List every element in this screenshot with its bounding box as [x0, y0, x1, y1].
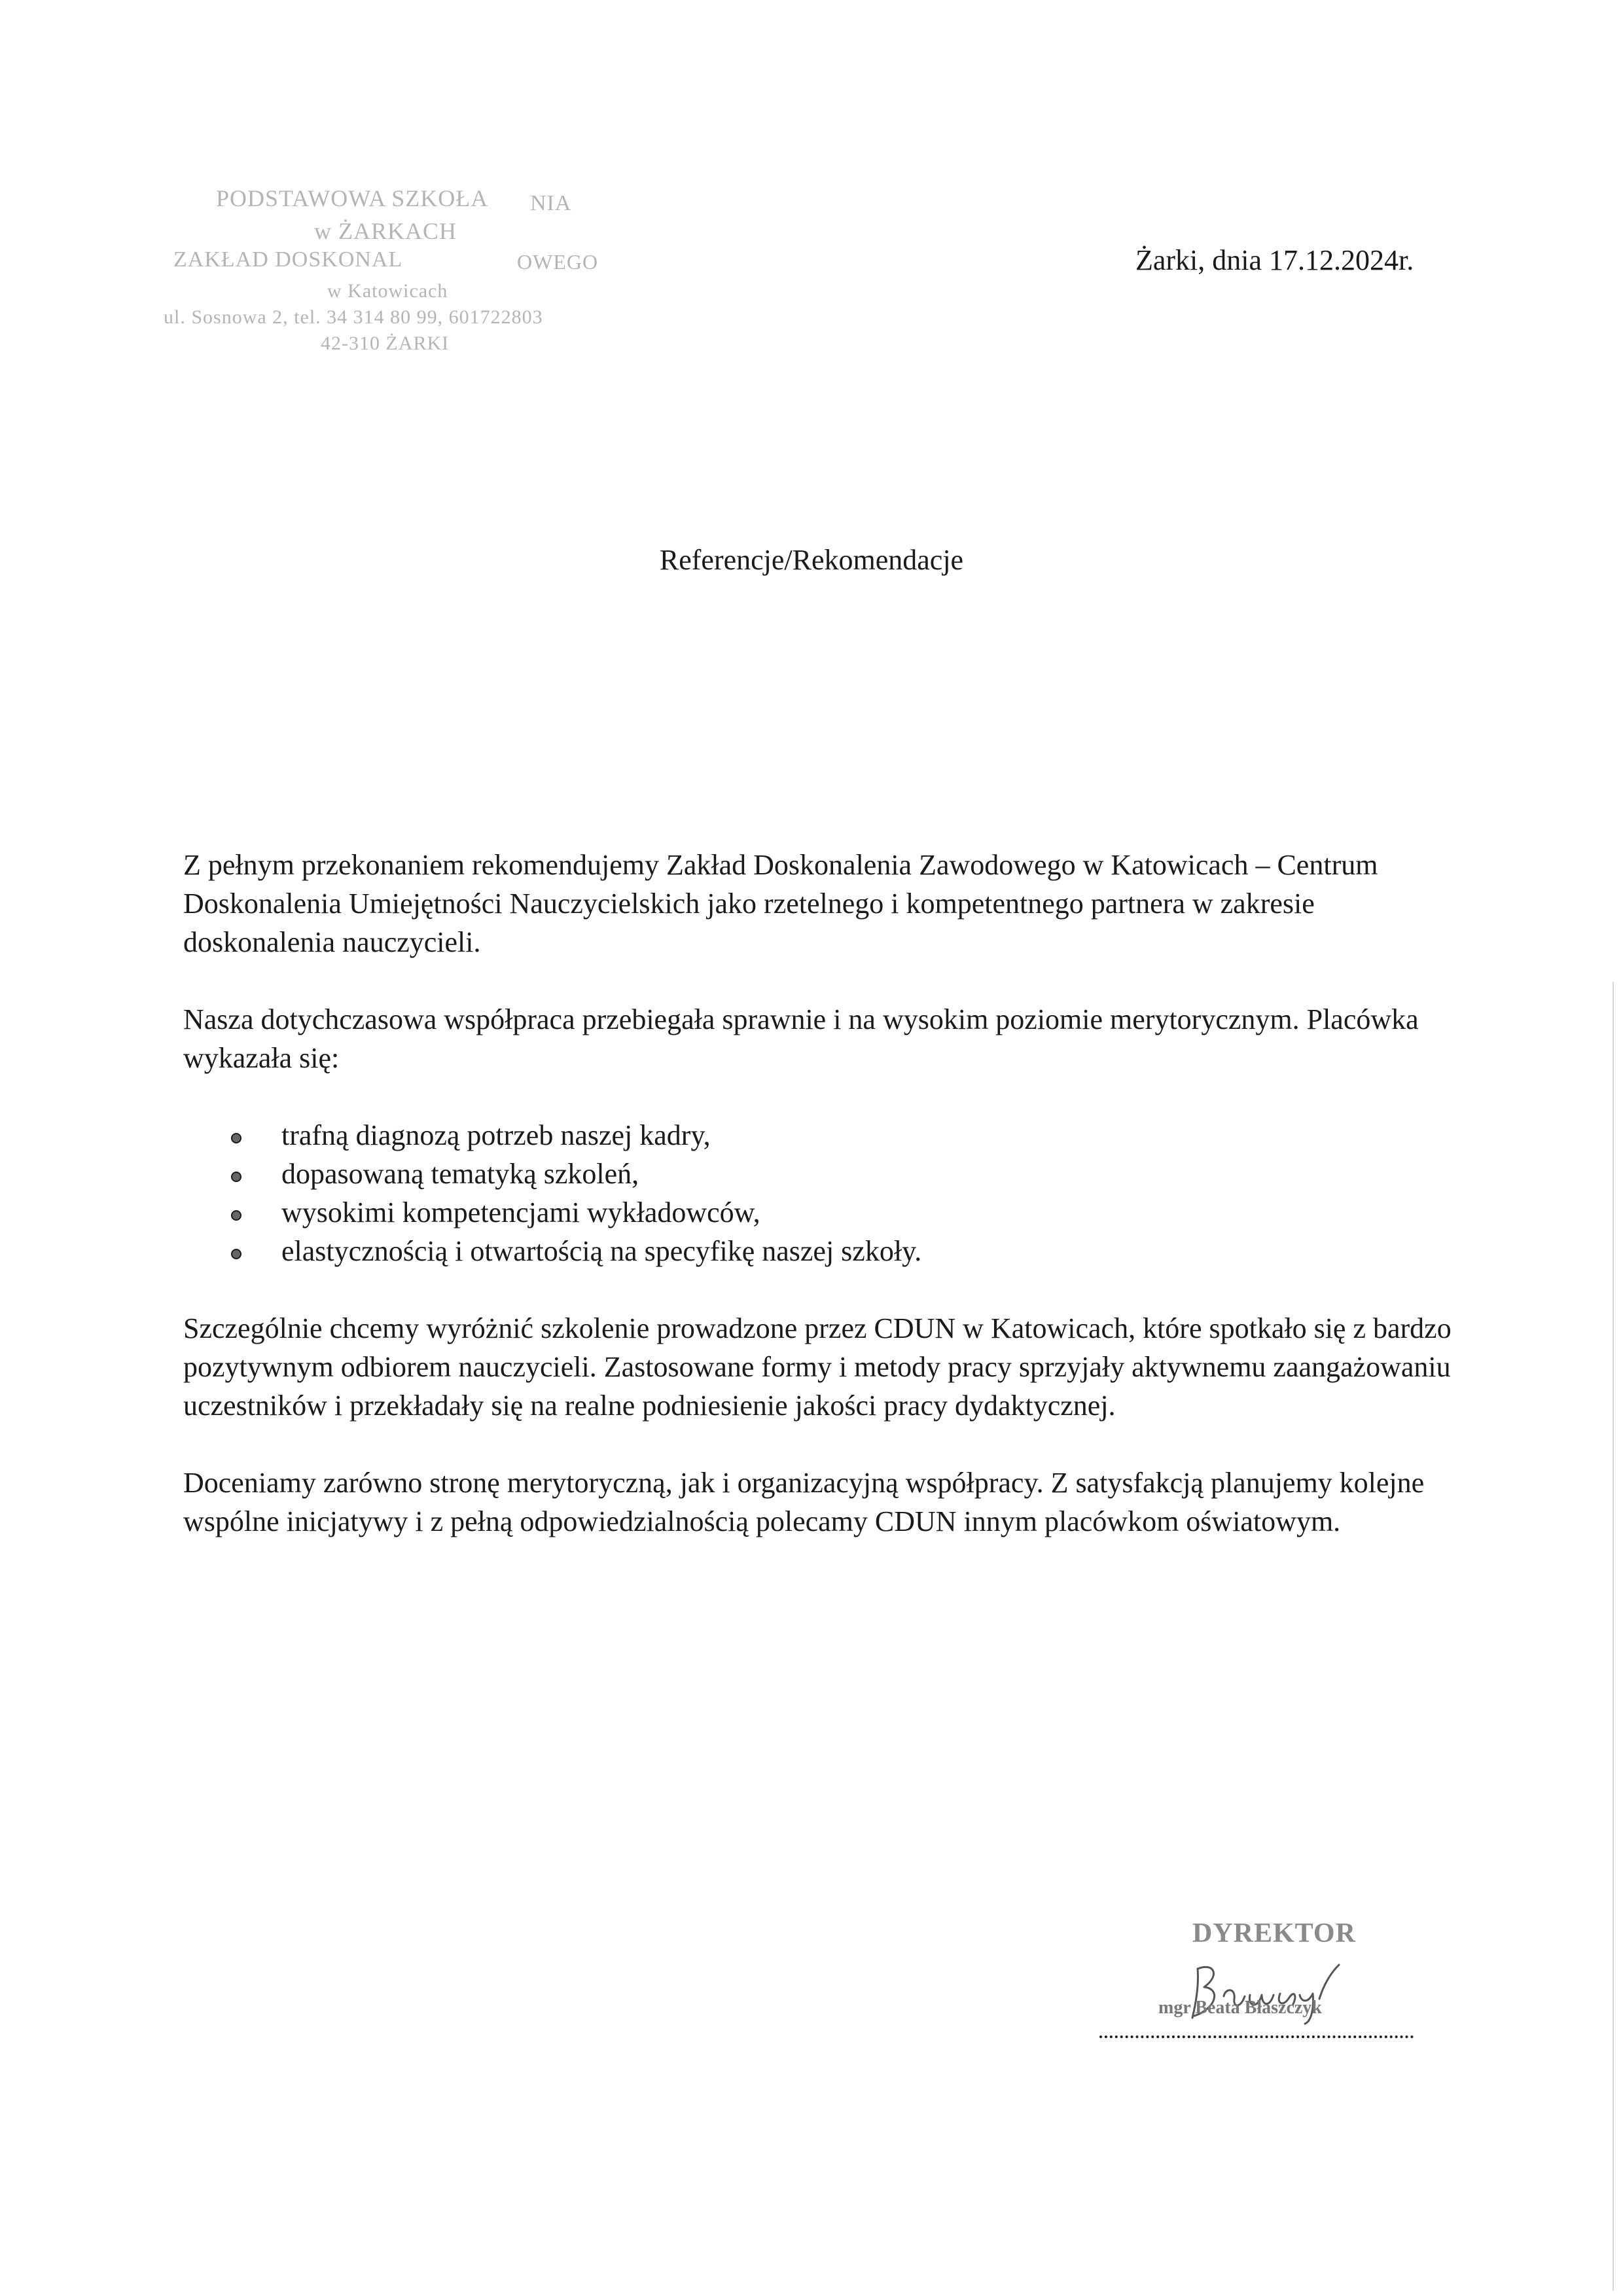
signature-block: [1099, 1918, 1427, 2068]
list-item: [183, 1193, 1459, 1232]
stamp-line: w ŻARKACH: [314, 218, 457, 244]
bullet-icon: [231, 1133, 241, 1143]
stamp-line: ZAKŁAD DOSKONAL: [173, 247, 403, 272]
list-item-text: elastycznością i otwartością na specyfikę naszej szkoły.: [281, 1235, 922, 1267]
stamp-line: w Katowicach: [327, 280, 448, 302]
paragraph: Szczególnie chcemy wyróżnić szkolenie prowadzone przez CDUN w Katowicach, które spotkało się z bardzo pozytywnym odbiorem nauczycieli. Zastosowane formy i metody pracy sprzyjały aktywnemu zaangażowaniu uczestników i przekładały się na realne podniesienie jakości pracy dydaktycznej.: [183, 1312, 1452, 1422]
bullet-icon: [231, 1249, 241, 1259]
school-stamp: [164, 177, 635, 373]
bullet-icon: [231, 1210, 241, 1221]
signature-line: [1099, 2029, 1414, 2038]
signature-role: DYREKTOR: [1192, 1918, 1356, 1948]
stamp-line: PODSTAWOWA SZKOŁA: [216, 185, 489, 211]
document-date: Żarki, dnia 17.12.2024r.: [1135, 244, 1414, 276]
stamp-line: ul. Sosnowa 2, tel. 34 314 80 99, 601722803: [164, 306, 543, 328]
bullet-icon: [231, 1172, 241, 1182]
list-item: [183, 1232, 1459, 1270]
paragraph: Z pełnym przekonaniem rekomendujemy Zakład Doskonalenia Zawodowego w Katowicach – Centrum Doskonalenia Umiejętności Nauczycielskich jako rzetelnego i kompetentnego partnera w zakresie doskonalenia nauczycieli.: [183, 849, 1378, 958]
bullet-list: [183, 1116, 1459, 1270]
stamp-line: 42-310 ŻARKI: [321, 332, 450, 354]
list-item: [183, 1116, 1459, 1155]
document-body: [183, 846, 1459, 1541]
signature-name: mgr Beata Błaszczyk: [1158, 1998, 1322, 2018]
list-item-text: dopasowaną tematyką szkoleń,: [281, 1158, 639, 1190]
paragraph: Nasza dotychczasowa współpraca przebiegała sprawnie i na wysokim poziomie merytorycznym. Placówka wykazała się:: [183, 1003, 1419, 1074]
list-item-text: wysokimi kompetencjami wykładowców,: [281, 1196, 760, 1229]
paragraph: Doceniamy zarówno stronę merytoryczną, jak i organizacyjną współpracy. Z satysfakcją planujemy kolejne wspólne inicjatywy i z pełną odpowiedzialnością polecamy CDUN innym placówkom oświatowym.: [183, 1467, 1425, 1537]
stamp-line: OWEGO: [517, 250, 599, 274]
document-title: Referencje/Rekomendacje: [659, 544, 964, 576]
scan-edge-line: [1613, 982, 1614, 2291]
list-item: [183, 1155, 1459, 1193]
stamp-line: NIA: [530, 191, 572, 215]
list-item-text: trafną diagnozą potrzeb naszej kadry,: [281, 1119, 711, 1151]
